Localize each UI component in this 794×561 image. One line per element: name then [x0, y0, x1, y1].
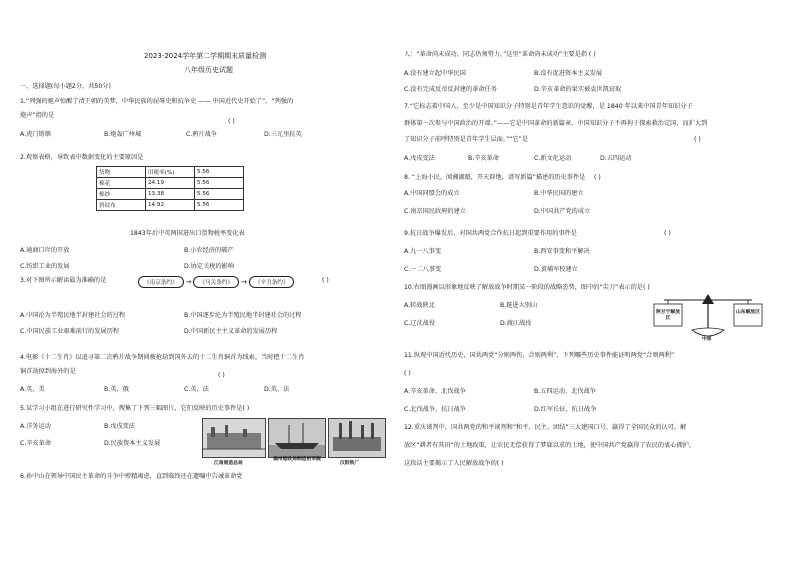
table-cell: 14.92: [146, 200, 195, 211]
caption-hanyang: 汉阳铁厂: [340, 461, 360, 466]
q4-option-d[interactable]: D.英、法: [264, 386, 290, 393]
q10-option-b[interactable]: B.挺进大别山: [500, 302, 538, 309]
fuzhou-shipyard-photo: [268, 418, 326, 458]
q5-option-c[interactable]: C.辛亥革命: [20, 440, 52, 447]
treaty-nanjing: 《南京条约》: [138, 276, 184, 288]
q8-option-d[interactable]: D.中国共产党的成立: [534, 208, 591, 215]
q1-option-d[interactable]: D.三元里抗英: [264, 131, 302, 138]
q6-option-d[interactable]: D.辛亥革命的果实被袁世凯窃取: [534, 86, 622, 93]
q9-option-d[interactable]: D.黄埔军校建立: [534, 266, 578, 273]
q9-option-c[interactable]: C.一二八事变: [404, 266, 442, 273]
q11-option-c[interactable]: C.北伐战争、抗日战争: [404, 406, 466, 413]
exam-subtitle: 八年级历史试题: [184, 66, 233, 74]
table-cell: 棉花: [97, 178, 146, 189]
q12-line1: 12.重庆谈判中，国共两党的和平谈判和“和平、民主、团结”三大建国口号，赢得了全国民众的认可。解: [404, 424, 687, 431]
q3-option-d[interactable]: D.中国新民主主义革命的发展历程: [184, 328, 278, 335]
q1-option-b[interactable]: B.炮轰广州城: [104, 131, 142, 138]
arrow-right-icon: →: [185, 278, 192, 286]
q11-line: 11.纵观中国近代历史，国共两党“分则两伤，合则两利”，下列哪些历史事件能证明两党“合则两利”: [404, 352, 675, 359]
warship-illustration: [269, 419, 325, 457]
q4-option-c[interactable]: C.英、法: [184, 386, 209, 393]
q3-option-a[interactable]: A.中国沦为半殖民地半封建社会的过程: [20, 312, 126, 319]
q6-line: 人：“革命尚未成功，同志仍须努力。”这里“革命尚未成功”主要是指 ( ): [404, 51, 596, 58]
ironworks-illustration: [329, 419, 385, 457]
q12-line3: 这段话主要揭示了人民解放战争的( ): [404, 460, 504, 467]
q7-option-c[interactable]: C.新文化运动: [534, 155, 572, 162]
q1-option-c[interactable]: C.鸦片战争: [186, 131, 218, 138]
q2-stem: 2.观察表格，导致表中数据变化的主要原因是: [20, 154, 144, 161]
treaty-xinchou: 《辛丑条约》: [249, 276, 295, 288]
section-heading: 一、选择题(每小题2分，共50分): [20, 83, 111, 90]
q1-line1: 1.“列强的炮声惊醒了清王朝的美梦，中华民族的屈辱史和抗争史 —— 中国近代史开始了”。“列强的: [20, 98, 294, 105]
right-column: [404, 0, 774, 561]
q3-paren: ( ): [322, 277, 329, 284]
q7-line1: 7.“它标志着中国人，至少是中国知识分子特别是青年学生意识的觉醒，是 1840 年以来中国青年知识分子: [404, 103, 693, 110]
caption-fuzhou: 福州船政局制造的军舰: [273, 457, 321, 462]
table-cell: 旧税率(%): [146, 167, 195, 178]
q4-option-b[interactable]: B.英、俄: [104, 386, 129, 393]
q1-paren: ( ): [228, 118, 235, 125]
q8-option-b[interactable]: B.中华民国的建立: [534, 190, 584, 197]
table-cell: 5.56: [195, 178, 244, 189]
q1-line2: 炮声”指的是: [20, 112, 55, 119]
table-cell: 货物: [97, 167, 146, 178]
q8-paren: ( ): [594, 174, 601, 181]
q9-line: 9.抗日战争爆发后，对国共两党合作抗日起到重要作用的事件是: [404, 230, 577, 237]
q11-option-d[interactable]: D.红军长征、抗日战争: [534, 406, 597, 413]
q6-option-c[interactable]: C.没有完成反帝反封建的革命任务: [404, 86, 497, 93]
q7-line2: 群体第一次参与中国政治的开端。”——它是中国革命的新篇章，中国知识分子不再拘于探索救治定国，而扩大到: [404, 120, 708, 127]
jiangnan-arsenal-photo: [202, 418, 266, 458]
label-shaanganning: 陕甘宁解放区: [656, 310, 680, 321]
table-cell: 13.38: [146, 189, 195, 200]
q11-paren: ( ): [404, 370, 411, 377]
q6-option-a[interactable]: A.没有建立起中华民国: [404, 70, 466, 77]
q7-option-d[interactable]: D.五四运动: [600, 155, 632, 162]
q2-caption: 1843年后中英两国进出口货物税率变化表: [130, 230, 245, 237]
label-zhongyuan: 中原: [702, 337, 712, 342]
arrow-right-icon: →: [241, 278, 247, 286]
table-cell: 5.56: [195, 167, 244, 178]
q9-paren: ( ): [664, 230, 671, 237]
q2-option-d[interactable]: D.协定关税的影响: [184, 263, 235, 270]
q4-line2: 铜首劫掠到海外的是: [20, 368, 76, 375]
label-shandong: 山东解放区: [736, 310, 760, 315]
table-cell: 5.56: [195, 200, 244, 211]
q7-paren: ( ): [694, 136, 701, 143]
q3-option-c[interactable]: C.中国民族工业艰难前行的发展历程: [20, 328, 120, 335]
q1-option-a[interactable]: A.虎门销烟: [20, 131, 51, 138]
q4-option-a[interactable]: A.英、美: [20, 386, 45, 393]
q3-option-b[interactable]: B.中国逐步沦为半殖民地半封建社会的过程: [184, 312, 302, 319]
treaty-flow: [138, 276, 294, 288]
q2-option-b[interactable]: B.小农经济的破产: [184, 247, 234, 254]
q10-option-d[interactable]: D.渡江战役: [500, 320, 532, 327]
q10-line: 10.右图漫画以形象地反映了解放战争时期某一阶段的战略态势，图中的“尖刀”表示的是( ): [404, 284, 650, 291]
q2-option-a[interactable]: A.通商口岸的开放: [20, 247, 70, 254]
q5-option-d[interactable]: D.民族资本主义发展: [104, 440, 161, 447]
table-cell: 斜纹布: [97, 200, 146, 211]
q5-option-a[interactable]: A.洋务运动: [20, 423, 51, 430]
q2-option-c[interactable]: C.纺织工业的发展: [20, 263, 70, 270]
q6-option-b[interactable]: B.没有促进资本主义发展: [534, 70, 603, 77]
exam-title: 2023-2024学年第二学期期末质量检测: [144, 52, 267, 60]
treaty-maguan: 《马关条约》: [193, 276, 239, 288]
q11-option-a[interactable]: A.辛亥革命、北伐战争: [404, 388, 466, 395]
tariff-table: [96, 166, 244, 211]
q9-option-b[interactable]: B.西安事变和平解决: [534, 248, 590, 255]
q12-line2: 放区“耕者有其田”的土地政策，让农民无偿获得了梦寐以求的土地，使中国共产党赢得了农民的衷心拥护。: [404, 442, 696, 449]
q10-option-a[interactable]: A.转战陕北: [404, 302, 435, 309]
hanyang-ironworks-photo: [328, 418, 386, 458]
q4-paren: ( ): [218, 372, 225, 379]
q3-stem: 3.对下图所示解读最为准确的是: [20, 277, 107, 284]
q5-option-b[interactable]: B.戊戌变法: [104, 423, 135, 430]
q7-line3: 了知识分子前呼特别是青年学生层面。”“它”是: [404, 136, 529, 143]
q7-option-a[interactable]: A.戊戌变法: [404, 155, 435, 162]
q8-option-c[interactable]: C.南京国民政府的建立: [404, 208, 466, 215]
q10-option-c[interactable]: C.辽沈战役: [404, 320, 436, 327]
caption-jiangnan: 江南制造总局: [214, 461, 243, 466]
table-cell: 5.56: [195, 189, 244, 200]
q8-line: 8. “上海小民，闻湘湖船，开天辟地，谱写新篇”描述的历史事件是: [404, 174, 586, 181]
table-cell: 24.19: [146, 178, 195, 189]
q6-stem: 6.孙中山在领导中国民主革命的斗争中殚精竭虑，直到临终还在遗嘱中告诫革命党: [20, 473, 243, 480]
q4-line1: 4.电影《十二生肖》以追寻第二次鸦片战争期间被抢劫到国外去的十二生肖铜首为线索。当时把十二生肖: [20, 354, 305, 361]
q11-option-b[interactable]: B.五四运动、北伐战争: [534, 388, 596, 395]
q9-option-a[interactable]: A.九一八事变: [404, 248, 442, 255]
q7-option-b[interactable]: B.辛亥革命: [468, 155, 499, 162]
q8-option-a[interactable]: A.中国同盟会的成立: [404, 190, 460, 197]
factory-illustration: [203, 419, 265, 457]
table-cell: 棉纱: [97, 189, 146, 200]
left-column: [18, 0, 388, 561]
q5-stem: 5.某学习小组在进行研究性学习中，搜集了下列三幅图片，它们反映的历史事件是( ): [20, 405, 250, 412]
